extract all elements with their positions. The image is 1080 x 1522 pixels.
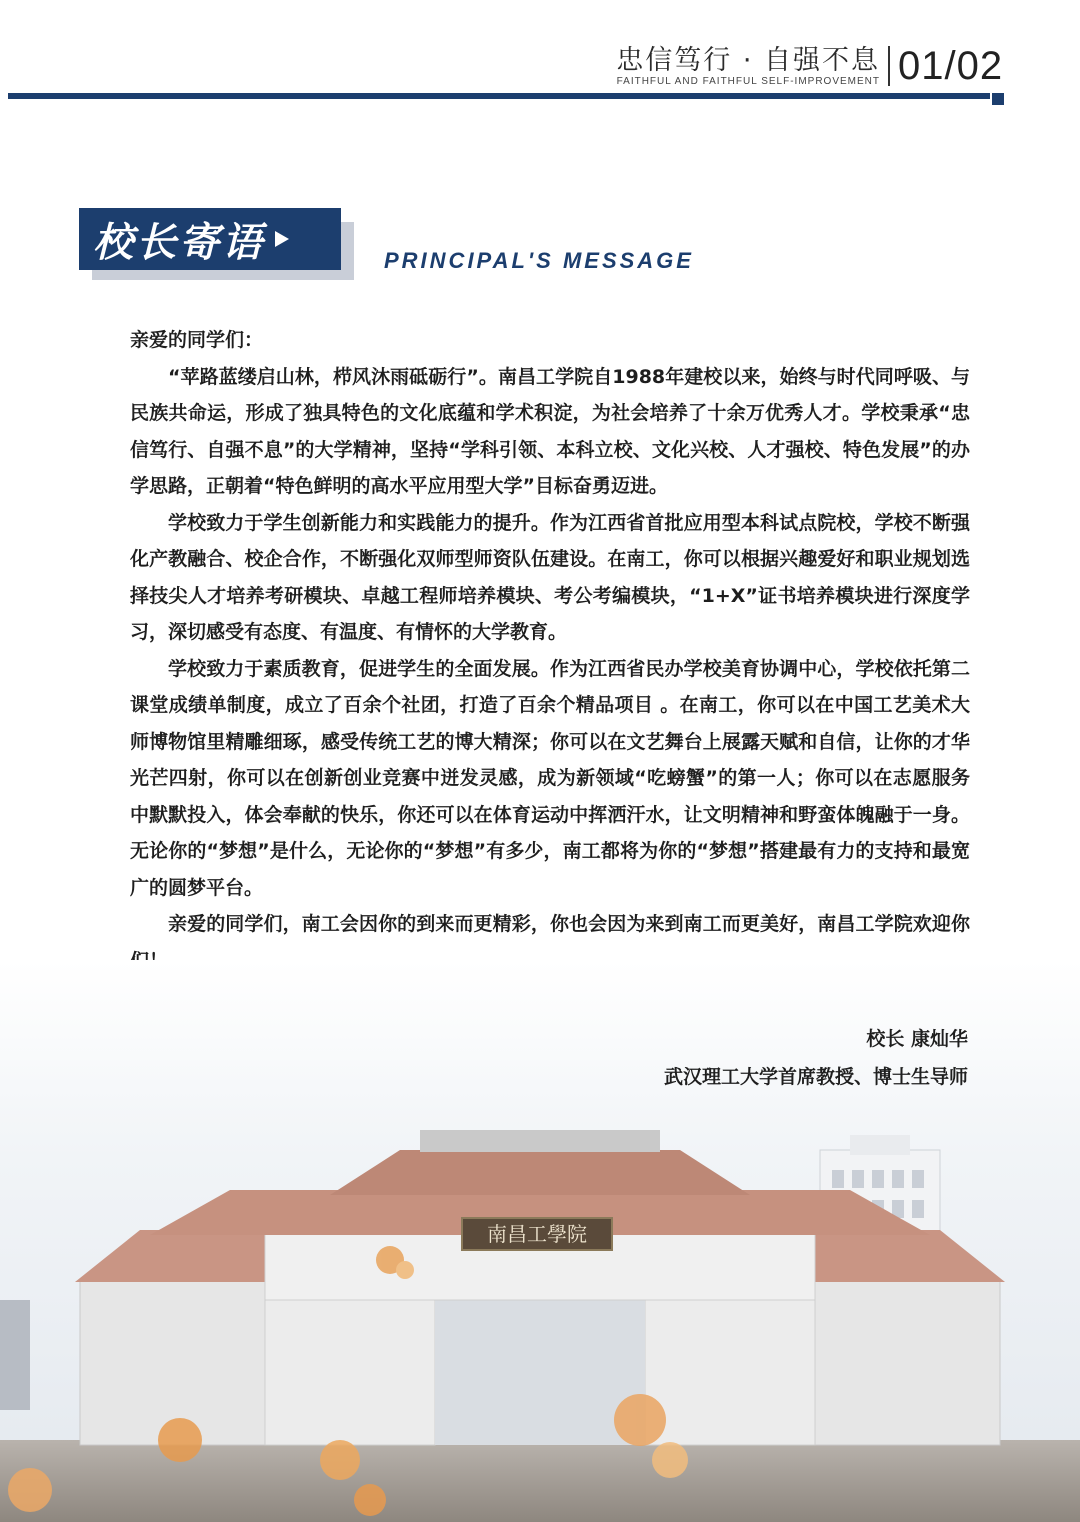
signature (664, 1020, 968, 1096)
signature-name: 校长 康灿华 (866, 1028, 968, 1050)
motto-chinese: 忠信笃行 · 自强不息 (616, 45, 880, 76)
header-divider (888, 46, 890, 86)
section-title-box (79, 208, 341, 270)
letter-paragraph: 亲爱的同学们，南工会因你的到来而更精彩，你也会因为来到南工而更美好，南昌工学院欢迎你 (168, 913, 970, 935)
motto-english: FAITHFUL AND FAITHFUL SELF-IMPROVEMENT (616, 76, 880, 87)
section-title-english: PRINCIPAL'S MESSAGE (384, 248, 694, 273)
letter-body (130, 322, 970, 979)
section-title: 校长寄语 (93, 219, 265, 266)
left-building (0, 1300, 30, 1410)
letter-paragraph: “苹路蓝缕启山林，栉风沐雨砥砺行”。南昌工学院自1988年建校以来，始终与时代同呼吸、与民族共命运，形成了独具特色的文化底蕴和学术积淀，为社会培养了十余万优秀人才。学校秉承“忠信笃行、自强不息”的大学精神，坚持“学科引领、本科立校、文化兴校、人才强校、特色发展”的办学思路，正朝着“特色鲜明的高水平应用型大学”目标奋勇迈进。 (130, 365, 970, 497)
page-number: 01/02 (898, 44, 1004, 88)
letter-paragraph: 学校致力于素质教育，促进学生的全面发展。作为江西省民办学校美育协调中心，学校依托第二课堂成绩单制度，成立了百余个社团，打造了百余个精品项目 。在南工，你可以在中国工艺美术大师博物馆里精雕细琢，感受传统工艺的博大精深；你可以在文艺舞台上展露天赋和自信，让你的才华光芒四射，你可以在创新创业竞赛中迸发灵感，成为新领域“吃螃蟹”的第一人；你可以在志愿服务中默默投入，体会奉献的快乐，你还可以在体育运动中挥洒汗水，让文明精神和野蛮体魄融于一身。无论你的“梦想”是什么，无论你的“梦想”有多少，南工都将为你的“梦想”搭建最有力的支持和最宽广的圆梦平台。 (130, 657, 970, 899)
header-motto (616, 46, 880, 87)
letter-paragraph: 学校致力于学生创新能力和实践能力的提升。作为江西省首批应用型本科试点院校，学校不断强化产教融合、校企合作，不断强化双师型师资队伍建设。在南工，你可以根据兴趣爱好和职业规划选择技尖人才培养考研模块、卓越工程师培养模块、考公考编模块，“1+X”证书培养模块进行深度学习，深切感受有态度、有温度、有情怀的大学教育。 (130, 511, 970, 643)
gate-plaque: 南昌工學院 (487, 1222, 587, 1246)
header-accent-square (992, 93, 1004, 105)
triangle-right-icon (275, 231, 289, 247)
signature-title: 武汉理工大学首席教授、博士生导师 (663, 1066, 968, 1088)
letter-greeting: 亲爱的同学们： (130, 329, 264, 351)
header-rule (8, 93, 990, 99)
